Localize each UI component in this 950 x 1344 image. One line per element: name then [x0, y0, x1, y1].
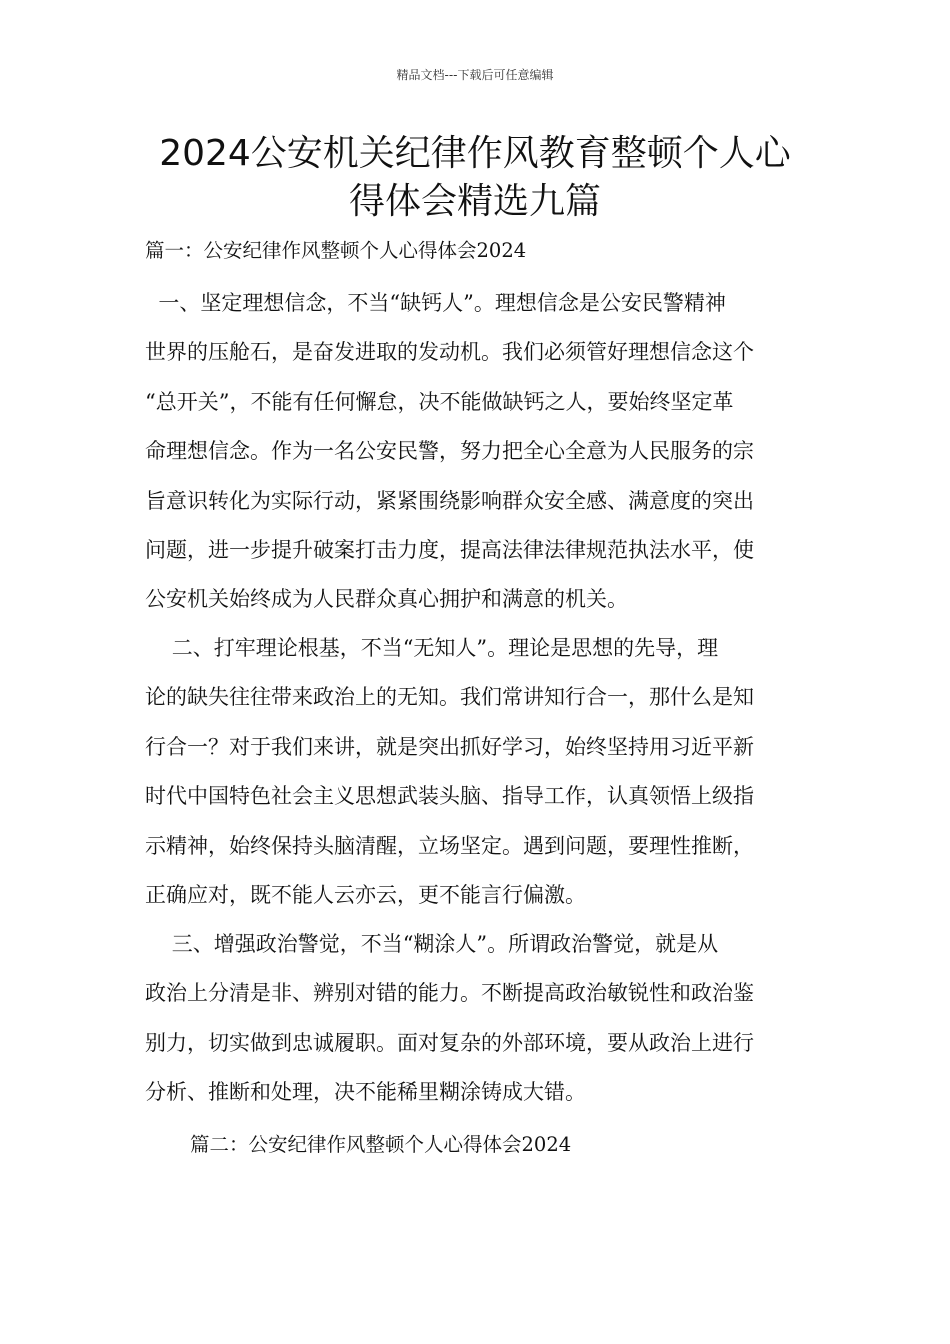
header-note: 精品文档---下载后可任意编辑 [396, 68, 554, 82]
paragraph-line: 命理想信念。作为一名公安民警，努力把全心全意为人民服务的宗 [145, 439, 754, 464]
paragraph-line: 一、坚定理想信念，不当“缺钙人”。理想信念是公安民警精神 [145, 291, 726, 315]
title-line: 得体会精选九篇 [348, 181, 601, 222]
paragraph-line: 时代中国特色社会主义思想武装头脑、指导工作，认真领悟上级指 [145, 784, 754, 809]
paragraph-line: 公安机关始终成为人民群众真心拥护和满意的机关。 [145, 587, 628, 612]
paragraph-line: 问题，进一步提升破案打击力度，提高法律法律规范执法水平，使 [145, 537, 754, 562]
title-line: 2024公安机关纪律作风教育整顿个人心 [159, 133, 791, 174]
paragraph [145, 920, 835, 1118]
document-title [120, 130, 830, 226]
paragraph-line: 世界的压舱石，是奋发进取的发动机。我们必须管好理想信念这个 [145, 340, 754, 365]
paragraph-line: 别力，切实做到忠诚履职。面对复杂的外部环境，要从政治上进行 [145, 1030, 754, 1055]
paragraph-line: “总开关”，不能有任何懈怠，决不能做缺钙之人，要始终坚定革 [145, 389, 734, 414]
paragraph-line: 论的缺失往往带来政治上的无知。我们常讲知行合一，那什么是知 [145, 685, 754, 710]
paragraph-line: 正确应对，既不能人云亦云，更不能言行偏激。 [145, 882, 586, 907]
paragraph-line: 旨意识转化为实际行动，紧紧围绕影响群众安全感、满意度的突出 [145, 488, 754, 513]
paragraph-line: 示精神，始终保持头脑清醒，立场坚定。遇到问题，要理性推断， [145, 833, 754, 858]
section-heading: 篇一：公安纪律作风整顿个人心得体会2024 [145, 239, 527, 262]
paragraph-line: 二、打牢理论根基，不当“无知人”。理论是思想的先导，理 [145, 636, 719, 660]
paragraph-line: 三、增强政治警觉，不当“糊涂人”。所谓政治警觉，就是从 [145, 932, 719, 956]
section-heading: 篇二：公安纪律作风整顿个人心得体会2024 [190, 1133, 572, 1156]
paragraph-line: 分析、推断和处理，决不能稀里糊涂铸成大错。 [145, 1080, 586, 1105]
paragraph [145, 279, 835, 625]
paragraph-line: 政治上分清是非、辨别对错的能力。不断提高政治敏锐性和政治鉴 [145, 981, 754, 1006]
paragraph [145, 624, 835, 920]
paragraph-line: 行合一？对于我们来讲，就是突出抓好学习，始终坚持用习近平新 [145, 734, 754, 759]
